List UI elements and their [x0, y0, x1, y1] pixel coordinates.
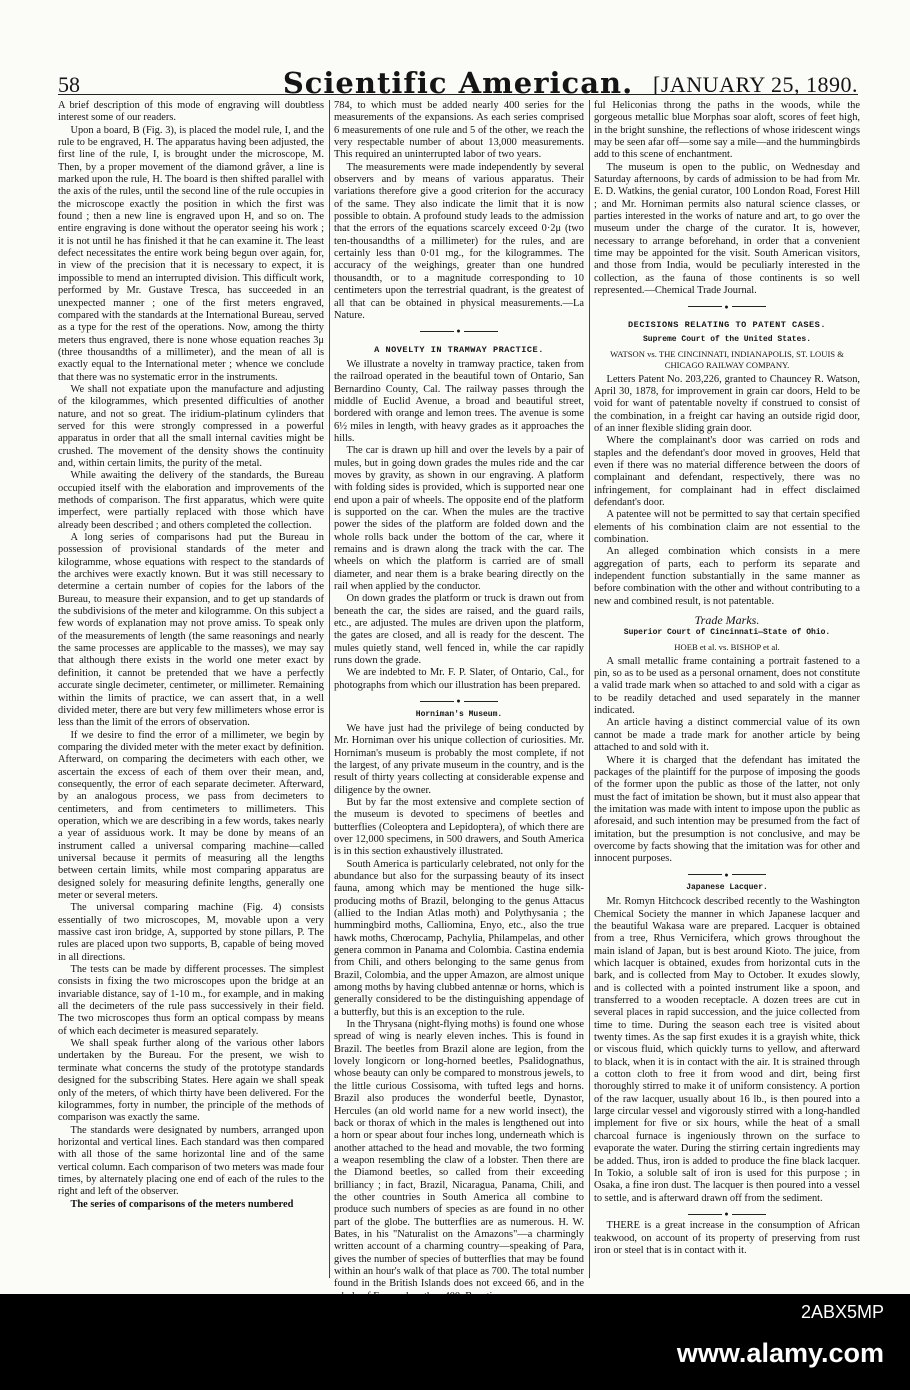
paragraph: We have just had the privilege of being conducted by Mr. Horniman over his unique collection of curiosities. Mr. Horniman's museum is probably the most complete, if not the largest, of any private museum in the country, and is the result of thirty years collecting at considerable expense and diligence by the owner. [334, 722, 584, 796]
paragraph: We shall speak further along of the various other labors undertaken by the Bureau. For the present, we wish to terminate what concerns the study of the prototype standards designed for the subscribing States. Here again we shall speak only of the meters, of which thirty have been delivered. For the kilogrammes, forty in number, the principle of the methods of comparison was exactly the same. [58, 1038, 324, 1124]
image-id: 2ABX5MP [800, 1302, 884, 1322]
column-3 [594, 100, 860, 1280]
court-name: Superior Court of Cincinnati—State of Ohio. [623, 628, 831, 638]
paragraph: An article having a distinct commercial value of its own cannot be made a trade mark for another article by being attached to and sold with it. [594, 717, 860, 754]
column-1 [58, 100, 324, 1280]
article-headline-tramway: A NOVELTY IN TRAMWAY PRACTICE. [374, 344, 544, 355]
paragraph: The standards were designated by numbers, arranged upon horizontal and vertical lines. Each standard was then compared with all those of the same horizontal line and of the same vertical column. Each comparison of two meters was made four times, by alternately placing one end of each of the rules to the right and left of the observer. [58, 1124, 324, 1198]
article-headline-patents: DECISIONS RELATING TO PATENT CASES. [628, 319, 826, 330]
paragraph: THERE is a great increase in the consumption of African teakwood, on account of its property of preserving from rust iron or steel that is in contact with it. [594, 1220, 860, 1256]
paragraph: We shall not expatiate upon the manufacture and adjusting of the kilogrammes, which presented difficulties of another nature, and not so great. The iridium-platinum cylinders that served for this were strongly compressed in a powerful apparatus in order that all the small internal cavities might be crushed. The movement of the density shows the continuity and, within certain limits, the purity of the metal. [58, 383, 324, 469]
column-2 [334, 100, 584, 1290]
court-name: Supreme Court of the United States. [642, 335, 812, 345]
paragraph: The museum is open to the public, on Wednesday and Saturday afternoons, by cards of admission to be had from Mr. E. D. Watkins, the genial curator, 100 London Road, Forest Hill ; and Mr. Horniman permits also natural science classes, or parties interested in the works of nature and art, to go over the museum under the charge of the curator. It is, however, necessary to arrange beforehand, in order that a convenient time may be appointed for the visit. South American visitors, and those from India, would be peculiarly interested in the collection, as the fauna of those continents is so well represented.—Chemical Trade Journal. [594, 161, 860, 297]
section-divider: ● [594, 1208, 860, 1220]
paragraph: Upon a board, B (Fig. 3), is placed the model rule, I, and the rule to be engraved, H. The apparatus having been adjusted, the first line of the rule, I, is brought under the microscope, M. Then, by a proper movement of the diamond gråver, a line is marked upon the rule, H. The board is then shifted parallel with the axis of the rules, until the second line of the rule occupies in the microscope exactly the position in which the first was found ; then a new line is engraved upon H, and so on. The entire engraving is done without the operator seeing his work ; it is not until he has finished it that he can examine it. The least defect necessitates the entire work being begun over again, for, in view of the precision that it is necessary to expect, it is impossible to mend an interrupted division. This difficult work, performed by Mr. Gustave Tresca, has succeeded in an unexpected manner ; one of the first meters engraved, compared with the standards at the International Bureau, served as a type for the rest of the operations. Now, among the thirty meters thus engraved, there is none whose equation reaches 3μ (three thousandths of a millimeter), and the mean of all is exactly equal to the International meter ; whence we conclude that there was no systematic error in the instruments. [58, 124, 324, 383]
paragraph: While awaiting the delivery of the standards, the Bureau occupied itself with the elaboration and improvements of the methods of comparison. The first apparatus, which were quite imperfect, were partially replaced with those which have already been described ; and others completed the collection. [58, 470, 324, 531]
paragraph: A brief description of this mode of engraving will doubtless interest some of our readers. [58, 100, 324, 124]
paragraph: Mr. Romyn Hitchcock described recently to the Washington Chemical Society the manner in which Japanese lacquer and the beautiful Wakasa ware are prepared. Lacquer is obtained from a tree, Rhus Vernicifera, which grows throughout the main island of Japan, but is best around Kioto. The juice, from which lacquer is obtained, exudes from horizontal cuts in the bark, and is collected from May to October. It exudes slowly, and is collected with a pointed instrument like a spoon, and transferred to a wooden receptacle. A dozen trees are cut in several places in rapid succession, and the juice collected from time to time. During the season each tree is visited about twenty times. As the sap first exudes it is a grayish white, thick or viscous fluid, which quickly turns to yellow, and afterward to black, when it is in contact with the air. It is strained through a cotton cloth to free it from wood and dirt, being first thoroughly stirred to make it of uniform consistency. A portion of the raw lacquer, usually about 16 lb., is then poured into a large circular vessel and vigorously stirred with a long-handled implement for five or six hours, while the heat of a small charcoal furnace is ingeniously thrown on the surface to evaporate the water. During the stirring certain ingredients may be added. Thus, iron is added to produce the fine black lacquer. In Tokio, a soluble salt of iron is used for this purpose ; in Osaka, a fine iron dust. The lacquer is then poured into a vessel to settle, and is afterward drawn off from the sediment. [594, 896, 860, 1204]
column-rule [329, 100, 330, 1278]
paragraph: Where it is charged that the defendant has imitated the packages of the plaintiff for the purpose of imposing the goods of the former upon the public as those of the latter, not only must the fact of imitation be shown, but it must also appear that the imitation was made with intent to impose upon the public as aforesaid, and such intention may be presumed from the fact of imitation, but the presumption is not conclusive, and may be overcome by facts showing that the imitation was for other and innocent purposes. [594, 754, 860, 865]
paragraph: In the Thrysana (night-flying moths) is found one whose spread of wing is nearly eleven inches. This is found in Brazil. The beetles from Brazil alone are legion, from the lovely longicorn or long-horned beetles, Psalidognathus, whose beauty can only be compared to monstrous jewels, to the little curious Cossisoma, with tufted legs and horns. Brazil also produces the wonderful beetle, Dynastor, Hercules (an old world name for a new world insect), the back or thorax of which in the males is lengthened out into a horn or spear about four inches long, underneath which is another attached to the head and movable, the two forming a weapon resembling the claw of a lobster. Then there are the Diamond beetles, so called from their exceeding brilliancy ; in fact, Brazil, Nicaragua, Panama, Chili, and the other countries in South America all combine to produce such numbers of species as are found in no other part of the globe. The butterflies are as numerous. H. W. Bates, in his "Naturalist on the Amazons"—a charmingly written account of a charming country—speaking of Para, gives the number of species of butterflies that may be found within an hour's walk of that place as 700. The total number found in the British Islands does not exceed 66, and in the [334, 1019, 584, 1290]
issue-date: [JANUARY 25, 1890. [653, 72, 858, 97]
column-rule [589, 100, 590, 1278]
paragraph: The universal comparing machine (Fig. 4) consists essentially of two microscopes, M, movable upon a very massive cast iron bridge, A, supported by stone pillars, P. The rules are placed upon two supports, B, capable of being moved in all directions. [58, 902, 324, 963]
paragraph: 784, to which must be added nearly 400 series for the measurements of the expansions. As each series comprised 6 measurements of one rule and 5 of the other, we reach the very respectable number of about 13,000 measurements. This required an uninterrupted labor of two years. [334, 100, 584, 161]
paragraph: We are indebted to Mr. F. P. Slater, of Ontario, Cal., for photographs from which our illustration has been prepared. [334, 667, 584, 691]
paragraph: An alleged combination which consists in a mere aggregation of parts, each to perform its separate and independent function substantially in the same manner as before combination with the other and without contributing to a new and combined result, is not patentable. [594, 546, 860, 607]
paragraph: The measurements were made independently by several observers and by means of various apparatus. Their variations therefore give a good criterion for the accuracy of the same. They also indicate the limit that it is now possible to obtain. A profound study leads to the admission that the errors of the equations scarcely exceed 0·2μ (two ten-thousandths of a millimeter) for the rules, and are certainly less than 0·01 mg., for the kilogrammes. The accuracy of the weighings, greater than one hundred thousandth, or to a magnitude corresponding to 10 centimeters upon the terrestrial quadrant, is the greatest of all that can be obtained in physical measurements.—La Nature. [334, 161, 584, 321]
paragraph: If we desire to find the error of a millimeter, we begin by comparing the divided meter with the meter exact by definition. Afterward, on comparing the decimeters with each other, we ascertain the excess of each of them over their mean, and, consequently, the error of each separate decimeter. Afterward, by an analogous process, we pass from decimeters to centimeters, and from centimeters to millimeters. This operation, which we are describing in a few words, takes nearly a year of assiduous work. It may be done by means of an instrument called a universal comparing machine—called universal because it permits of measuring all the lengths between certain limits, while most comparing apparatus are designed solely for measuring definite lengths, generally one meter or several meters. [58, 729, 324, 901]
paragraph: Where the complainant's door was carried on rods and staples and the defendant's door moved in grooves, Held that even if there was no material difference between the doors of complainant and defendant, respectively, there was no infringement, for complainant had in effect disclaimed defendant's door. [594, 435, 860, 508]
paragraph: A patentee will not be permitted to say that certain specified elements of his combination claim are not essential to the combination. [594, 509, 860, 545]
article-headline-museum: Horniman's Museum. [415, 709, 503, 719]
paragraph: The series of comparisons of the meters numbered [70, 1198, 294, 1210]
masthead-title: Scientific American. [282, 66, 634, 100]
watermark-url: www.alamy.com [676, 1338, 884, 1368]
trademarks-heading: Trade Marks. [694, 613, 760, 628]
header-rule [58, 94, 858, 95]
paragraph: ful Heliconias throng the paths in the woods, while the gorgeous metallic blue Morphas soar aloft, scores of feet high, in the bright sunshine, the reflections of whose iridescent wings may be seen afar off—some say a mile—and the hummingbirds add to this scene of enchantment. [594, 100, 860, 161]
paragraph: We illustrate a novelty in tramway practice, taken from the railroad operated in the beautiful town of Ontario, San Bernardino County, Cal. The railway passes through the middle of Euclid Avenue, a broad and beautiful street, bordered with orange and lemon trees. The avenue is some 6½ miles in length, with heavy grades as it approaches the hills. [334, 358, 584, 444]
article-headline-lacquer: Japanese Lacquer. [686, 882, 768, 892]
section-divider: ● [334, 695, 584, 707]
section-divider: ● [334, 325, 584, 337]
paragraph: But by far the most extensive and complete section of the museum is devoted to specimens of beetles and butterflies (Coleoptera and Lepidoptera), of which there are over 12,000 specimens, in 500 drawers, and South America is in this section exhaustively illustrated. [334, 796, 584, 858]
paragraph: South America is particularly celebrated, not only for the abundance but also for the surpassing beauty of its insect fauna, among which may be mentioned the huge silk-producing moths of Brazil, belonging to the genus Attacus (allied to the Indian Atlas moth) and Polythysania ; the hummingbird moths, Calliomina, Enyo, etc., also the true hawk moths, Chœrocamp, Pachylia, Philampelas, and other genera common in Panama and Colombia. Castina endemia from Chili, and others belonging to the same genus from Brazil, Colombia, and the upper Amazon, are almost unique among moths by having clubbed antennæ or horns, which is generally considered to be the distinguishing appendage of a butterfly, but this is an exception to the rule. [334, 858, 584, 1018]
section-divider: ● [594, 869, 860, 881]
case-title: HOEB et al. vs. BISHOP et al. [674, 641, 780, 652]
paragraph: Letters Patent No. 203,226, granted to Chauncey R. Watson, April 30, 1878, for improvement in grain car doors, Held to be void for want of patentable novelty if construed to consist of the combination, in a freight car having an outside rigid door, of an inner flexible sliding grain door. [594, 373, 860, 434]
paragraph: On down grades the platform or truck is drawn out from beneath the car, the sides are raised, and the guard rails, etc., are adjusted. The mules are driven upon the platform, the gates are closed, and all is ready for the descent. The mules quietly stand, well fenced in, while the car rapidly runs down the grade. [334, 593, 584, 667]
paragraph: A long series of comparisons had put the Bureau in possession of provisional standards of the meter and kilogramme, whose equations with respect to the standards of the archives were exactly known. But it was still necessary to determine a certain number of copies for the labors of the Bureau, to measure their expansion, and to get up standards of the subdivisions of the meter and kilogramme. On this subject a few words of explanation may not prove amiss. To speak only of the measurements of length (the same reasonings and nearly the same processes are applicable to the masses), we may say that although there exists in the world one meter exact by definition, it cannot be pretended that we have a perfectly accurate single decimeter, centimeter, or millimeter. Remaining within the limits of practice, we can assert that, in a well divided meter, there are but very few millimeters whose error is less than the limit of the errors of observation. [58, 532, 324, 729]
paragraph: The tests can be made by different processes. The simplest consists in fixing the two microscopes upon the bridge at an invariable distance, say of 1-10 m., for example, and in making all the decimeters of the rule pass successively in their field. The two microscopes thus form an optical compass by means of which each decimeter is measured separately. [58, 964, 324, 1037]
case-title: WATSON vs. THE CINCINNATI, INDIANAPOLIS, ST. LOUIS & CHICAGO RAILWAY COMPANY. [610, 348, 844, 370]
page-number: 58 [58, 72, 80, 97]
section-divider: ● [594, 301, 860, 313]
paragraph: The car is drawn up hill and over the levels by a pair of mules, but in going down grades the mules ride and the car moves by gravity, as shown in our engraving. A platform with folding sides is provided, which is supported near one end upon a pair of wheels. The opposite end of the platform is supported on the car. When the mules are the tractive power the sides of the platform are folded down and the whole rolls back under the bottom of the car, where it remains and is drawn along the track with the car. The wheels on which the platform is carried are of small diameter, and near them is a brake bearing directly on the rail when applied by the conductor. [334, 445, 584, 593]
paragraph: A small metallic frame containing a portrait fastened to a pin, so as to be used as a personal ornament, does not constitute a valid trade mark when so attached to and sold with a cigar as to be readily detached and used separately in the manner indicated. [594, 655, 860, 717]
